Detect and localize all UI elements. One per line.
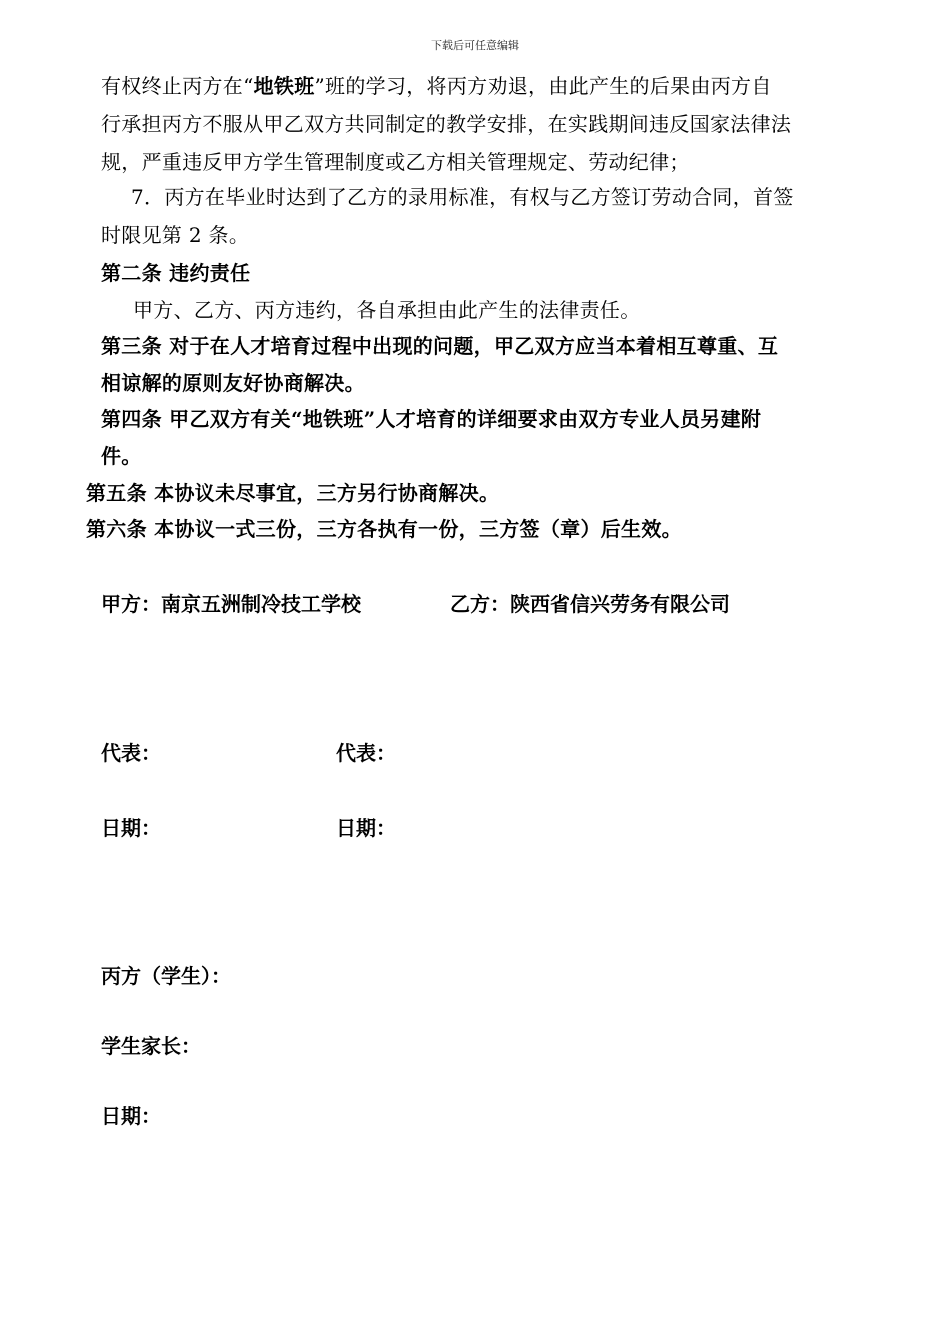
parent-label: 学生家长：	[101, 1034, 201, 1058]
article-line: 相谅解的原则友好协商解决。	[101, 371, 365, 395]
paragraph-line: 时限见第 2 条。	[101, 223, 250, 247]
paragraph-line: 7．丙方在毕业时达到了乙方的录用标准，有权与乙方签订劳动合同，首签	[131, 185, 794, 209]
party-c-label: 丙方（学生）：	[101, 964, 231, 988]
emphasis-text: 地铁班	[253, 74, 315, 98]
paragraph-line: 行承担丙方不服从甲乙双方共同制定的教学安排，在实践期间违反国家法律法	[101, 112, 792, 136]
paragraph-line: 甲方、乙方、丙方违约，各自承担由此产生的法律责任。	[133, 298, 641, 322]
representative-a-label: 代表：	[101, 741, 161, 765]
date-c-label: 日期：	[101, 1104, 161, 1128]
page-header: 下载后可任意编辑	[431, 39, 519, 52]
party-a-label: 甲方：南京五洲制冷技工学校	[101, 592, 361, 616]
article-heading: 第二条 违约责任	[101, 261, 251, 285]
article-line: 第六条 本协议一式三份，三方各执有一份，三方签（章）后生效。	[86, 517, 682, 541]
article-line: 件。	[101, 444, 142, 468]
paragraph-line: 规，严重违反甲方学生管理制度或乙方相关管理规定、劳动纪律；	[101, 150, 690, 174]
paragraph-line	[101, 71, 772, 101]
article-line: 第三条 对于在人才培育过程中出现的问题，甲乙双方应当本着相互尊重、互	[101, 334, 779, 358]
article-line: 第四条 甲乙双方有关“地铁班”人才培育的详细要求由双方专业人员另建附	[101, 407, 762, 431]
article-line: 第五条 本协议未尽事宜，三方另行协商解决。	[86, 481, 500, 505]
party-b-label: 乙方：陕西省信兴劳务有限公司	[450, 592, 730, 616]
date-a-label: 日期：	[101, 816, 161, 840]
representative-b-label: 代表：	[336, 741, 396, 765]
text-span: ”班的学习，将丙方劝退，由此产生的后果由丙方自	[314, 74, 772, 98]
text-span: 有权终止丙方在“	[101, 74, 254, 98]
date-b-label: 日期：	[336, 816, 396, 840]
